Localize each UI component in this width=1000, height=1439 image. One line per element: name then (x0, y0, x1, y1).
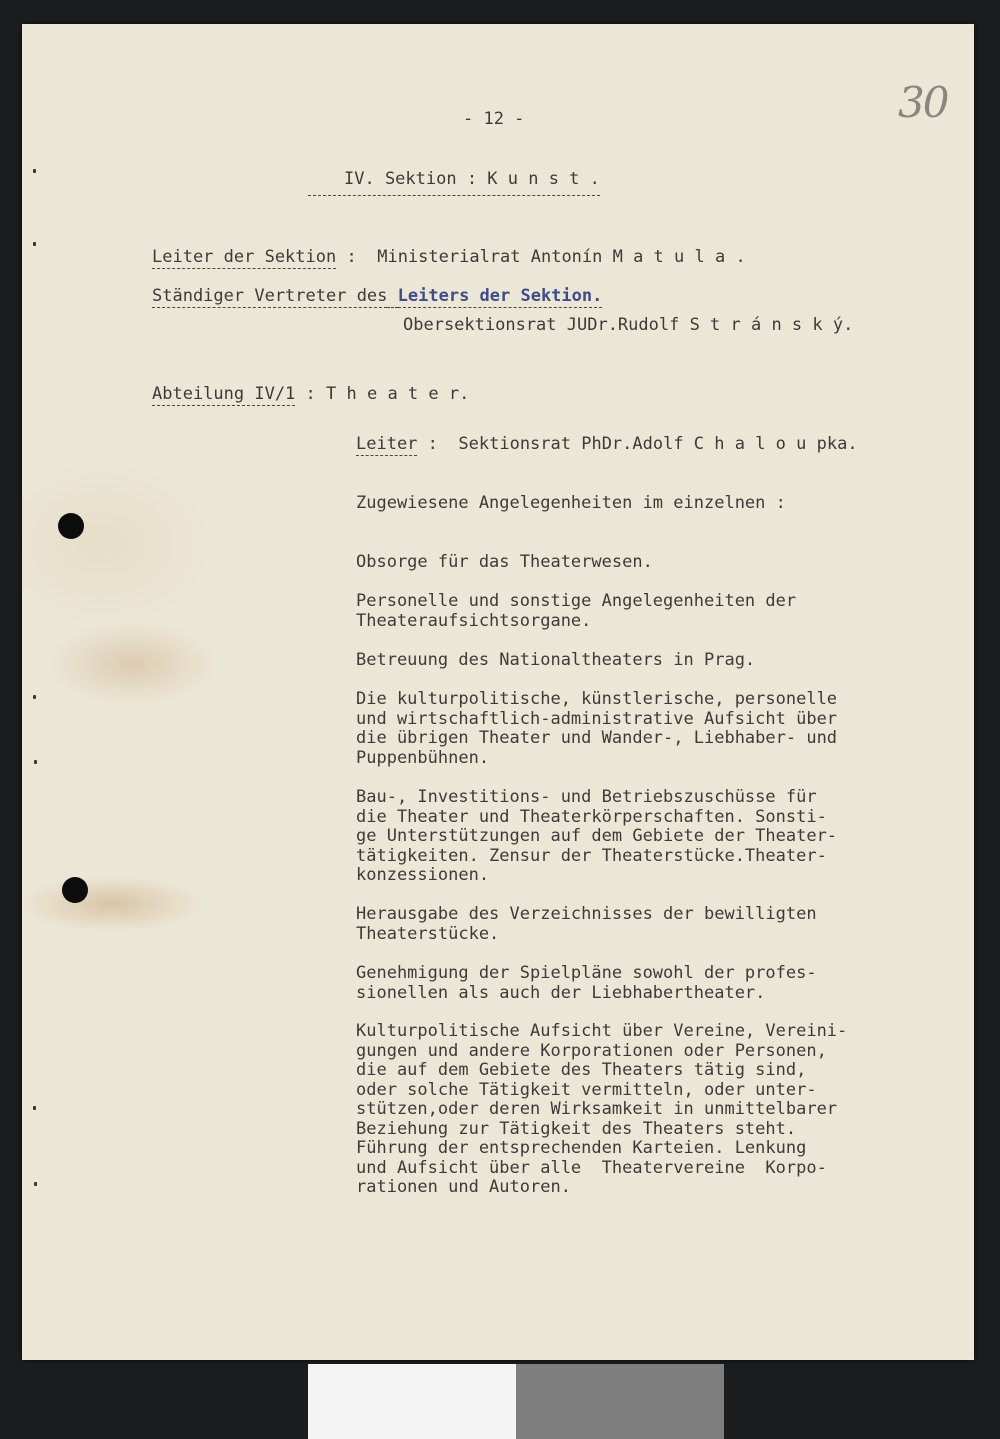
duty-paragraph (356, 553, 653, 573)
handwritten-folio-number: 30 (898, 78, 948, 127)
duty-paragraph (356, 592, 796, 631)
duty-paragraph-line: tätigkeiten. Zensur der Theaterstücke.Theater- (356, 845, 827, 866)
section-title (308, 170, 600, 190)
color-reference-white (308, 1364, 516, 1439)
duty-paragraph (356, 964, 817, 1003)
binding-mark (33, 695, 36, 699)
abteilung-value: T h e a t e r. (326, 384, 470, 404)
duty-paragraph-line: stützen,oder deren Wirksamkeit in unmittelbarer (356, 1099, 838, 1119)
duty-paragraph (356, 651, 755, 671)
duty-paragraph (356, 690, 837, 768)
duty-paragraph-line: und wirtschaftlich-administrative Aufsicht über (356, 708, 838, 729)
duty-paragraph-line: Kulturpolitische Aufsicht über Vereine, Vereini- (356, 1021, 848, 1041)
duty-paragraph-line: Obsorge für das Theaterwesen. (356, 552, 653, 572)
duty-paragraph-line: die übrigen Theater und Wander-, Liebhaber- und (356, 728, 838, 748)
duty-paragraph-line: ge Unterstützungen auf dem Gebiete der Theater- (356, 826, 838, 846)
punch-hole (62, 877, 88, 903)
binding-mark (33, 242, 36, 246)
duty-paragraph-line: konzessionen. (356, 865, 490, 885)
duty-paragraph-line: oder solche Tätigkeit vermitteln, oder unter- (356, 1079, 817, 1100)
duty-paragraph-line: Genehmigung der Spielpläne sowohl der profes- (356, 963, 817, 983)
leiter-sektion-line (152, 248, 746, 268)
intro-line: Zugewiesene Angelegenheiten im einzelnen : (356, 493, 786, 513)
binding-mark (33, 1106, 36, 1110)
abteilung-leiter-value: Sektionsrat PhDr.Adolf C h a l o u pka. (458, 434, 858, 454)
binding-mark (33, 169, 36, 173)
punch-hole (58, 513, 84, 539)
color-reference-grey (516, 1364, 724, 1439)
abteilung-separator: : (305, 384, 316, 404)
leiter-sektion-value: Ministerialrat Antonín M a t u l a . (377, 247, 746, 267)
duty-paragraph-line: die Theater und Theaterkörperschaften. Sonsti- (356, 806, 827, 827)
duty-paragraph (356, 1022, 847, 1198)
duty-paragraph-line: Bau-, Investitions- und Betriebszuschüsse für (356, 787, 817, 807)
duty-paragraph-line: sionellen als auch der Liebhabertheater. (356, 982, 766, 1003)
abteilung-leiter-separator: : (427, 434, 438, 454)
abteilung-leiter-label: Leiter (356, 434, 418, 454)
duty-paragraph-line: Betreuung des Nationaltheaters in Prag. (356, 650, 756, 670)
duty-paragraph-line: Beziehung zur Tätigkeit des Theaters steht. (356, 1118, 797, 1139)
duty-paragraph-line: Herausgabe des Verzeichnisses der bewilligten (356, 904, 817, 924)
duty-paragraph-line: Führung der entsprechenden Karteien. Lenkung (356, 1138, 807, 1158)
duty-paragraph-line: Puppenbühnen. (356, 747, 490, 768)
duty-paragraph (356, 788, 837, 886)
duty-paragraph-line: und Aufsicht über alle Theatervereine Korpo- (356, 1157, 827, 1178)
vertreter-value: Obersektionsrat JUDr.Rudolf S t r á n s k ý. (403, 315, 854, 335)
abteilung-label: Abteilung IV/1 (152, 384, 296, 404)
leiter-sektion-label: Leiter der Sektion (152, 247, 337, 267)
binding-mark (34, 1182, 37, 1186)
duty-paragraph-line: Die kulturpolitische, künstlerische, personelle (356, 689, 838, 709)
duty-paragraph-line: Personelle und sonstige Angelegenheiten der (356, 591, 797, 611)
duty-paragraph-line: Theateraufsichtsorgane. (356, 610, 592, 631)
duty-paragraph-line: Theaterstücke. (356, 923, 500, 944)
duty-paragraph-line: rationen und Autoren. (356, 1177, 571, 1197)
duty-paragraph-line: gungen und andere Korporationen oder Personen, (356, 1040, 827, 1061)
leiter-sektion-separator: : (346, 247, 357, 267)
vertreter-stamp: Leiters der Sektion. (397, 286, 603, 306)
abteilung-leiter-line (356, 435, 858, 455)
duty-paragraph (356, 905, 817, 944)
vertreter-line (152, 287, 602, 307)
binding-mark (34, 760, 37, 764)
page-number: - 12 - (463, 109, 525, 129)
abteilung-line (152, 385, 469, 405)
duty-paragraph-line: die auf dem Gebiete des Theaters tätig sind, (356, 1060, 807, 1080)
section-title-text: IV. Sektion : K u n s t . (308, 169, 600, 196)
vertreter-label: Ständiger Vertreter des (152, 286, 388, 306)
